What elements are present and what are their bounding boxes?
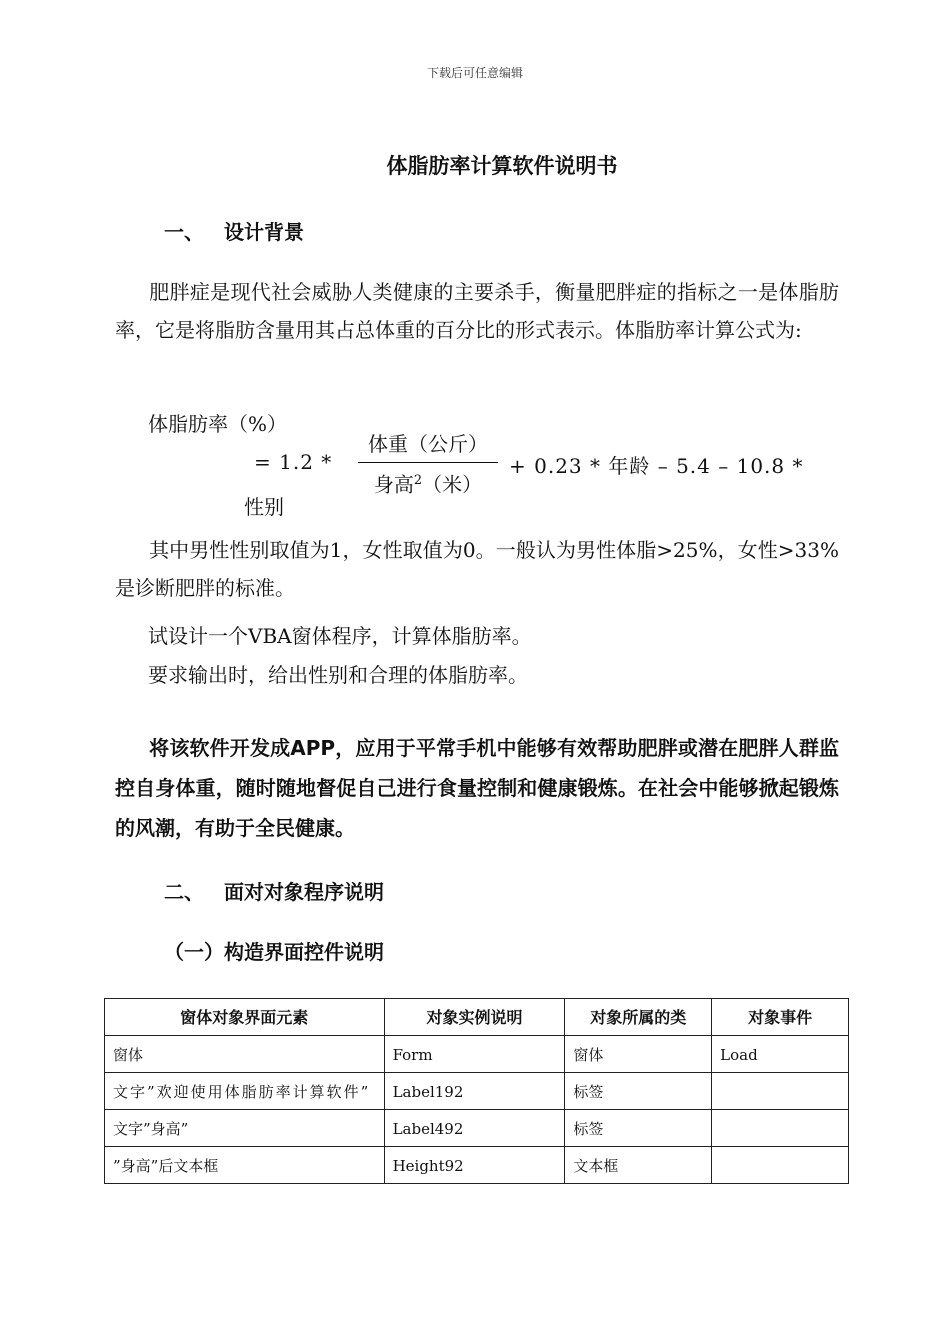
formula-lhs: 体脂肪率（%） xyxy=(148,412,288,436)
denominator-text: 身高 xyxy=(373,472,414,497)
table-row xyxy=(105,1110,849,1147)
table-header-cell: 对象事件 xyxy=(712,999,849,1036)
table-cell: 窗体 xyxy=(105,1036,385,1073)
formula-tail: 性别 xyxy=(244,495,284,519)
section-number: 一、 xyxy=(164,220,204,244)
table-cell: 文字”欢迎使用体脂肪率计算软件” xyxy=(105,1073,385,1110)
section-heading-2 xyxy=(164,876,384,905)
formula-numerator: 体重（公斤） xyxy=(368,432,488,456)
formula-denominator xyxy=(358,465,498,497)
fraction-bar xyxy=(358,462,498,463)
table-row xyxy=(105,1073,849,1110)
denominator-exponent: 2 xyxy=(413,473,423,488)
paragraph-2-text: 其中男性性别取值为1，女性取值为0。一般认为男性体脂>25%，女性>33%是诊断肥胖的标准。 xyxy=(115,538,839,600)
subsection-heading: （一）构造界面控件说明 xyxy=(164,940,384,964)
table-cell: ”身高”后文本框 xyxy=(105,1147,385,1184)
paragraph-5-text: 将该软件开发成APP，应用于平常手机中能够有效帮助肥胖或潜在肥胖人群监控自身体重，随时随地督促自己进行食量控制和健康锻炼。在社会中能够掀起锻炼的风潮，有助于全民健康。 xyxy=(115,736,839,840)
controls-table xyxy=(104,998,849,1184)
table-cell xyxy=(712,1110,849,1147)
header-note: 下载后可任意编辑 xyxy=(426,66,523,80)
section-heading-1 xyxy=(164,216,304,245)
formula-eq-left: = 1.2 * xyxy=(254,450,333,474)
section-number: 二、 xyxy=(164,880,204,904)
table-cell: Height92 xyxy=(384,1147,565,1184)
table-header-row xyxy=(105,999,849,1036)
table-cell xyxy=(712,1073,849,1110)
section-title: 面对对象程序说明 xyxy=(224,880,384,904)
paragraph-3: 试设计一个VBA窗体程序，计算体脂肪率。 xyxy=(148,624,532,648)
table-cell: Form xyxy=(384,1036,565,1073)
table-row xyxy=(105,1036,849,1073)
table-row xyxy=(105,1147,849,1184)
table-header-cell: 对象实例说明 xyxy=(384,999,565,1036)
formula-fraction xyxy=(358,428,498,497)
table-cell xyxy=(712,1147,849,1184)
table-header-cell: 对象所属的类 xyxy=(565,999,712,1036)
intro-paragraph xyxy=(115,273,839,349)
table-cell: 文字”身高” xyxy=(105,1110,385,1147)
paragraph-5 xyxy=(115,728,839,848)
table-cell: 文本框 xyxy=(565,1147,712,1184)
table-cell: Load xyxy=(712,1036,849,1073)
table-cell: 标签 xyxy=(565,1073,712,1110)
document-title: 体脂肪率计算软件说明书 xyxy=(386,154,618,178)
table-cell: Label192 xyxy=(384,1073,565,1110)
table-cell: 标签 xyxy=(565,1110,712,1147)
table-header-cell: 窗体对象界面元素 xyxy=(105,999,385,1036)
section-title: 设计背景 xyxy=(224,220,304,244)
table-cell: 窗体 xyxy=(565,1036,712,1073)
intro-text: 肥胖症是现代社会威胁人类健康的主要杀手，衡量肥胖症的指标之一是体脂肪率，它是将脂肪含量用其占总体重的百分比的形式表示。体脂肪率计算公式为: xyxy=(115,280,839,342)
table-cell: Label492 xyxy=(384,1110,565,1147)
formula-eq-right: + 0.23 * 年龄 – 5.4 – 10.8 * xyxy=(509,454,804,478)
paragraph-4: 要求输出时，给出性别和合理的体脂肪率。 xyxy=(148,663,528,687)
denominator-unit: （米） xyxy=(422,472,483,497)
paragraph-2 xyxy=(115,531,839,607)
